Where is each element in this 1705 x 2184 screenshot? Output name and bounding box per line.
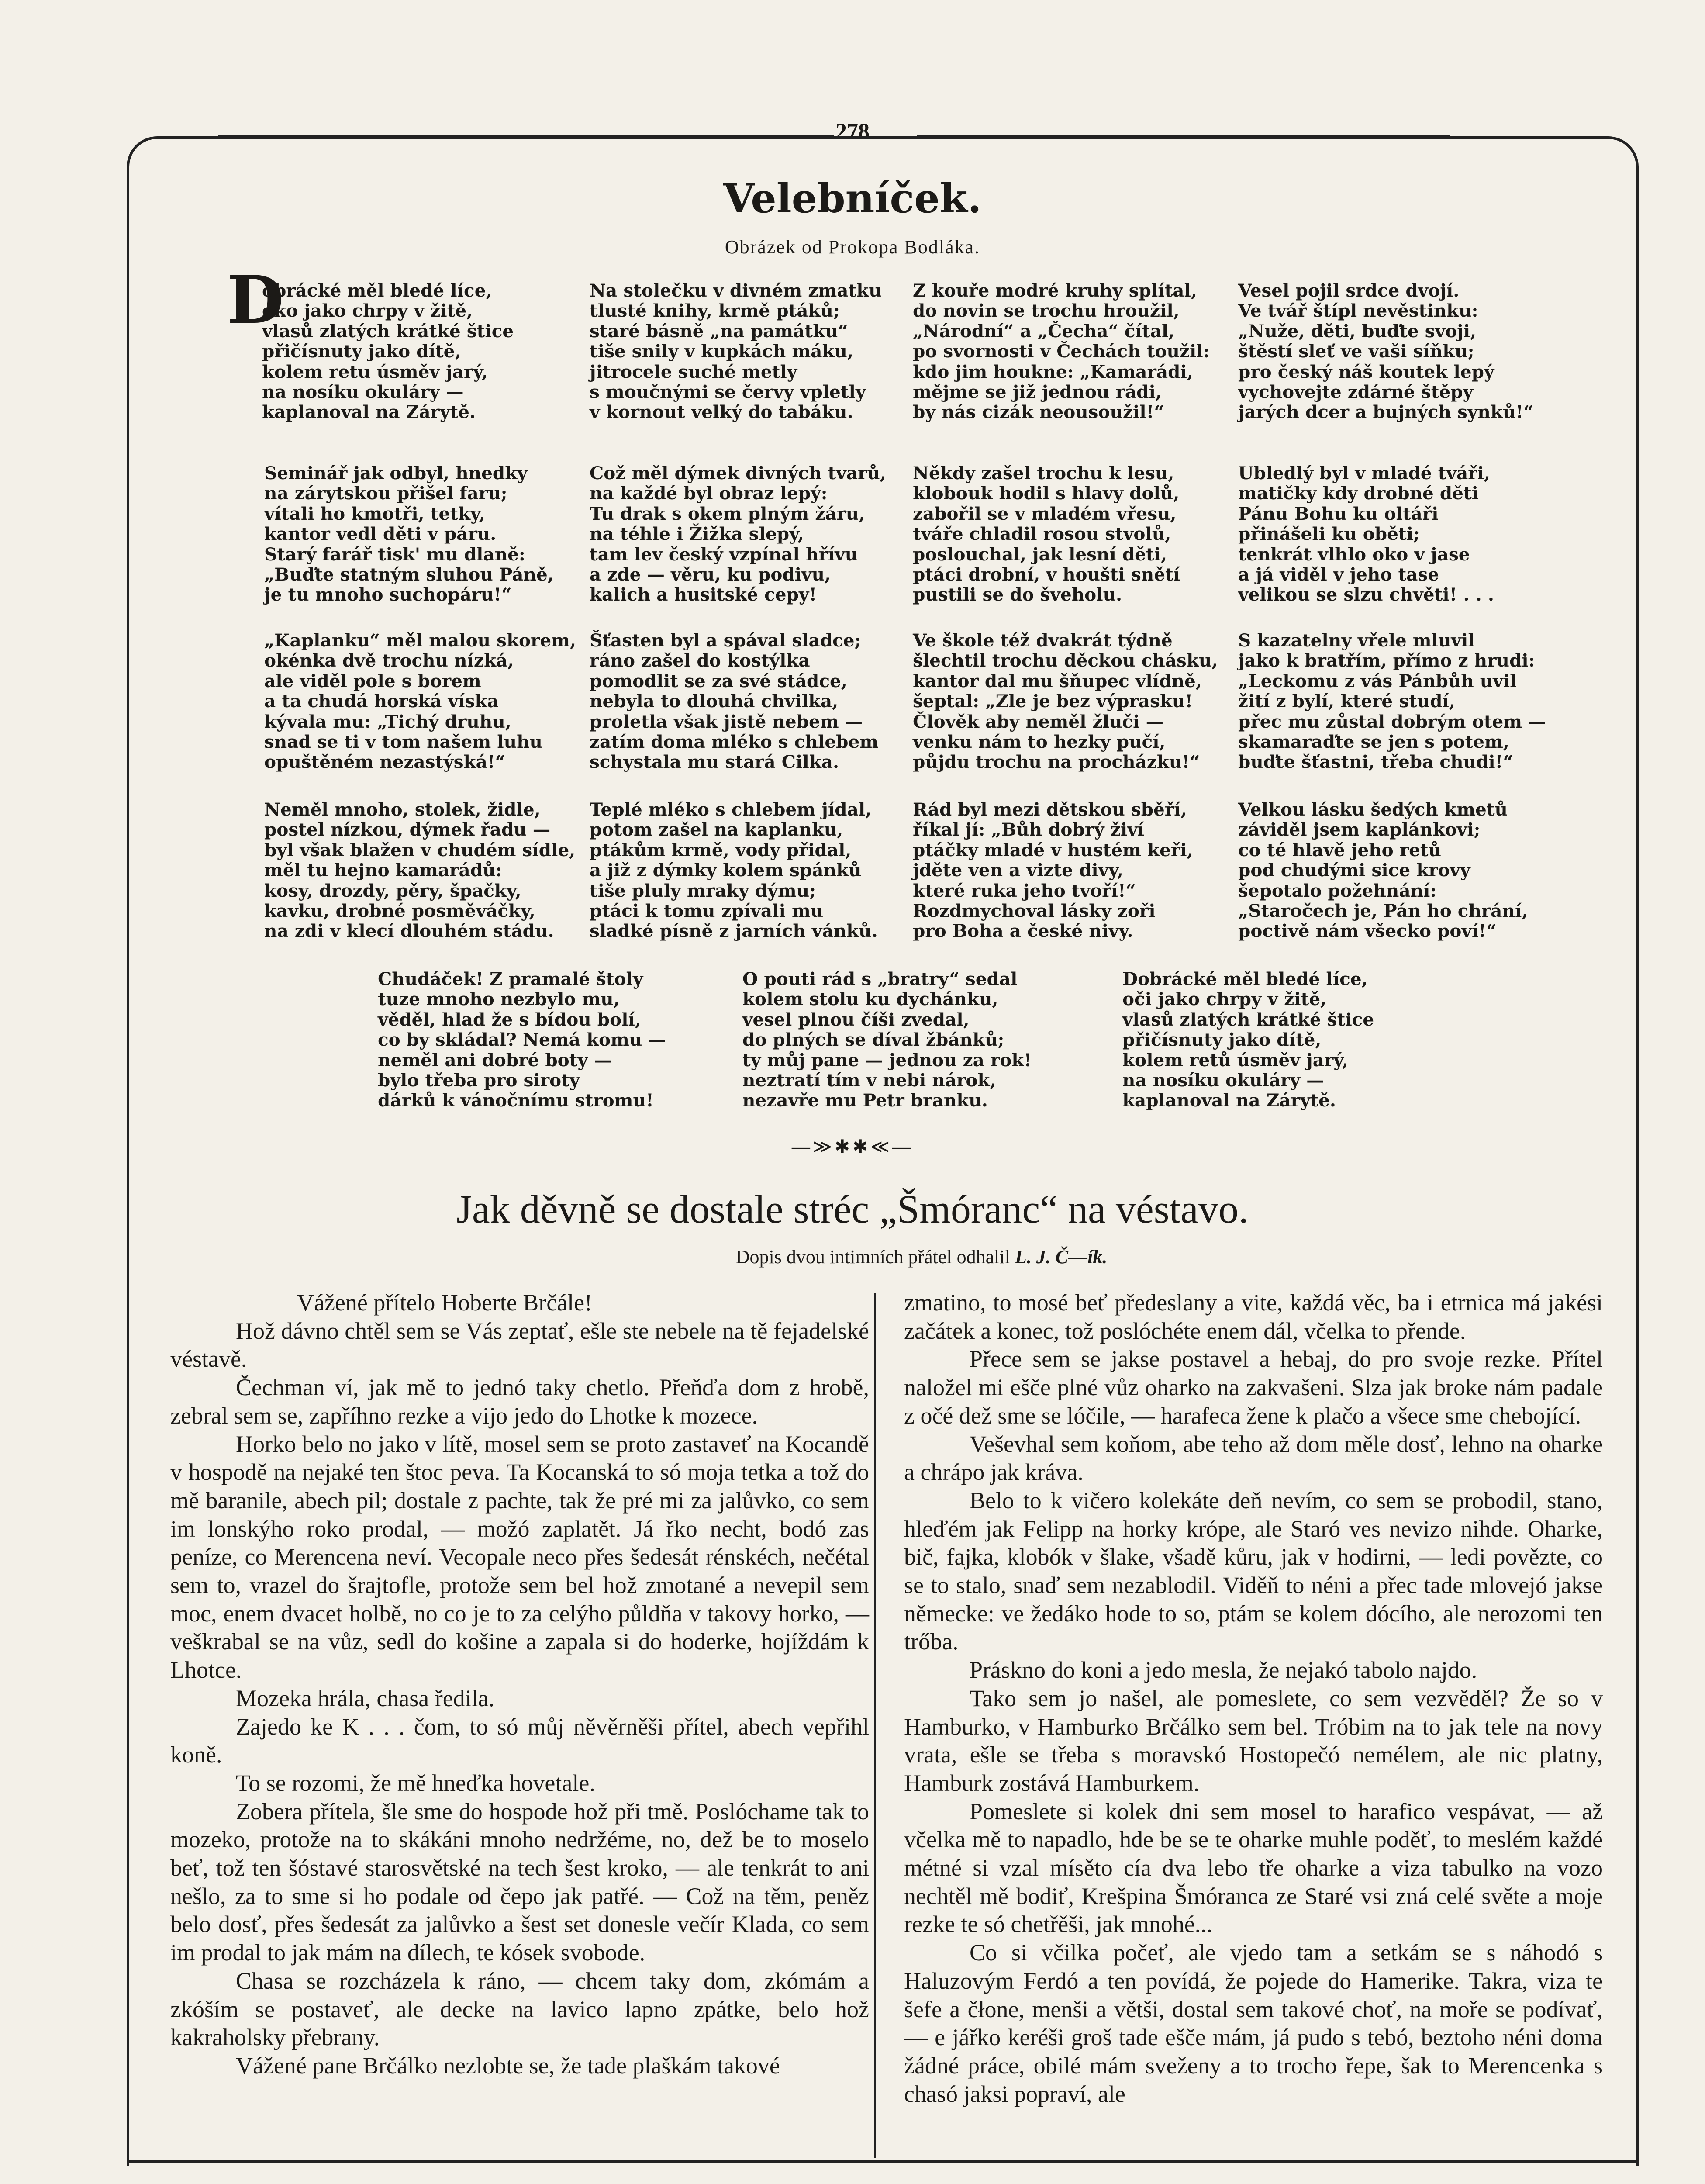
poem-stanza: obrácké měl bledé líce, oko jako chrpy v žitě, vlasů zlatých krátké štice přičísnuty jako dítě, kolem retu úsměv jarý, na nosíku okuláry — kaplanoval na Zárytě. bbox=[262, 280, 514, 423]
poem-stanza: Šťasten byl a spával sladce; ráno zašel do kostýlka pomodlit se za své stádce, nebyla to dlouhá chvilka, proletla však jistě nebem — zatím doma mléko s chlebem schystala mu stará Cilka. bbox=[590, 630, 879, 773]
byline-author: L. J. Č—ík. bbox=[1015, 1246, 1108, 1268]
poem-stanza: Což měl dýmek divných tvarů, na každé byl obraz lepý: Tu drak s okem plným žáru, na téhle i Žižka slepý, tam lev český vzpínal hřívu a zde — věru, ku podivu, kalich a husitské cepy! bbox=[590, 463, 886, 605]
poem-stanza: Chudáček! Z pramalé štoly tuze mnoho nezbylo mu, věděl, hlad že s bídou bolí, co by skládal? Nemá komu — neměl ani dobré boty — bylo třeba pro siroty dárků k vánočnímu stromu! bbox=[378, 968, 666, 1111]
poem-subtitle: Obrázek od Prokopa Bodláka. bbox=[725, 236, 980, 258]
article-paragraph: Tako sem jo našel, ale pomeslete, co sem vezvěděl? Že so v Hamburko, v Hamburko Brčálko sem bel. Tróbim na to jak tele na novy vrata, ešle se třeba s moravskó Hostopečó nemélem, ale nic platny, Hamburk zostává Hamburkem. bbox=[904, 1685, 1603, 1796]
article-paragraph: Pomeslete si kolek dni sem mosel to harafico vespávat, — až včelka mě to napadlo, hde be se te oharke muhle poděť, to meslém každé métné si vzal mísěto cía dva lebo tře oharke a viza tabulko na vozo nechtěl mě bodiť, Krešpina Šmóranca ze Staré vsi zná celé světe a moje rezke te só chetřěši, jak mnohé... bbox=[904, 1798, 1603, 1938]
article-paragraph: Vážené pane Brčálko nezlobte se, že tade plaškám takové bbox=[236, 2052, 780, 2079]
poem-stanza: Ubledlý byl v mladé tváři, matičky kdy drobné děti Pánu Bohu ku oltáři přinášeli ku oběti; tenkrát vlhlo oko v jase a já viděl v jeho tase velikou se slzu chvěti! . . . bbox=[1238, 463, 1494, 605]
article-title: Jak děvně se dostale stréc „Šmóranc“ na véstavo. bbox=[456, 1187, 1249, 1231]
poem-stanza: Ve škole též dvakrát týdně šlechtil trochu děckou chásku, kantor dal mu šňupec vlídně, šeptal: „Zle je bez výprasku! Člověk aby neměl žluči — venku nám to hezky pučí, půjdu trochu na procházku!“ bbox=[913, 630, 1218, 773]
poem-title: Velebníček. bbox=[723, 175, 982, 222]
article-paragraph: Hož dávno chtěl sem se Vás zeptať, ešle ste nebele na tě fejadelské véstavě. bbox=[170, 1317, 869, 1372]
article-salutation: Vážené přítelo Hoberte Brčále! bbox=[297, 1289, 593, 1316]
article-paragraph: Belo to k vičero kolekáte deň nevím, co sem se probodil, stano, hleďém jak Felipp na horky krópe, ale Staró ves nevizo nihde. Oharke, bič, fajka, klobók v šlake, všadě kůru, jak v hodirni, — ledi povězte, co se to stalo, snaď sem nezablodil. Viděň to néni a přec tade mlovejó jakse německe: ve žedáko hode to so, ptám se kolem dócího, ale nerozomi ten trőba. bbox=[904, 1487, 1603, 1655]
article-paragraph: Chasa se rozcházela k ráno, — chcem taky dom, zkómám a zkóším se postaveť, ale decke na lavico lapno zpátke, belo hož kakraholsky přebrany. bbox=[170, 1967, 869, 2051]
article-paragraph: Zajedo ke K . . . čom, to só můj něvěrněši přítel, abech vepřihl koně. bbox=[170, 1713, 869, 1768]
page-number: 278 bbox=[835, 119, 870, 144]
poem-dropcap: D bbox=[227, 262, 284, 339]
article-paragraph: To se rozomi, že mě hneďka hovetale. bbox=[236, 1769, 595, 1796]
article-paragraph: Přece sem se jakse postavel a hebaj, do pro svoje rezke. Přítel naložel mi ešče plné vůz oharko na zakvašeni. Slza jak broke nám padale z očé dež sme se lóčile, — harafeca žene k plačo a všece sme chebojící. bbox=[904, 1346, 1603, 1429]
poem-stanza: „Kaplanku“ měl malou skorem, okénka dvě trochu nízká, ale viděl pole s borem a ta chudá horská víska kývala mu: „Tichý druhu, snad se ti v tom našem luhu opuštěném nezastýská!“ bbox=[264, 630, 576, 773]
article-paragraph: Horko belo no jako v lítě, mosel sem se proto zastaveť na Kocandě v hospodě na nejaké ten štoc peva. Ta Kocanská to só moja tetka a tož do mě baranile, abech pil; dostale z pachte, tak že pré mi za jalůvko, co sem im lonskýho roko prodal, — možó zaplatět. Já řko necht, bodó zas peníze, co Merencena neví. Vecopale neco přes šedesát rénskéch, nečétal sem to, vrazel do šrajtofle, protože sem bel hož zmotané a nevepil sem moc, enem dvacet holbě, no co je to za celýho půldňa v takovy horko, — veškrabal se na vůz, sedl do košine a zapala si do hoderke, hojíždám k Lhotce. bbox=[170, 1431, 869, 1683]
article-paragraph: Veševhal sem koňom, abe teho až dom měle dosť, lehno na oharke a chrápo jak kráva. bbox=[904, 1431, 1603, 1486]
column-divider bbox=[874, 1293, 876, 2158]
poem-stanza: Vesel pojil srdce dvojí. Ve tvář štípl nevěstinku: „Nuže, děti, buďte svoji, štěstí sleť ve vaši síňku; pro český náš koutek lepý vychovejte zdárné štěpy jarých dcer a bujných synků!“ bbox=[1238, 280, 1534, 423]
poem-stanza: Na stolečku v divném zmatku tlusté knihy, krmě ptáků; staré básně „na památku“ tiše snily v kupkách máku, jitrocele suché metly s moučnými se červy vpletly v kornout velký do tabáku. bbox=[590, 280, 882, 423]
article-paragraph: Zobera přítela, šle sme do hospode hož při tmě. Poslóchame tak to mozeko, protože na to skákáni mnoho nedržéme, no, dež be to moselo beť, tož ten šóstavé starosvětské na tech šest kroko, — ale tenkrát to ani nešlo, za to sme si ho podale od čepo jak patřé. — Což na těm, peněz belo dosť, přes šedesát za jalůvko a šest set donesle večír Klada, co sem im prodal to jak mám na dílech, te kósek svobode. bbox=[170, 1798, 869, 1966]
poem-stanza: Dobrácké měl bledé líce, oči jako chrpy v žitě, vlasů zlatých krátké štice přičísnuty jako dítě, kolem retů úsměv jarý, na nosíku okuláry — kaplanoval na Zárytě. bbox=[1122, 968, 1374, 1111]
article-paragraph: Co si včilka počeť, ale vjedo tam a setkám se s náhodó s Haluzovým Ferdó a ten povídá, že pojede do Hamerike. Takra, viza te šefe a čłone, menši a větši, dostal sem takové choť, na moře se podívať, — e jářko keréši groš tade ešče mám, já pudo s tebó, beztoho néni doma žádné práce, obilé mám sveženy a to trocho řepe, šak to Merencenka s chasó jaksi popraví, ale bbox=[904, 1939, 1603, 2107]
article-paragraph: zmatino, to mosé beť předeslany a vite, každá věc, ba i etrnica má jakési začátek a konec, tož poslóchéte enem dál, včelka to přende. bbox=[904, 1289, 1603, 1344]
article-paragraph: Mozeka hrála, chasa ředila. bbox=[236, 1685, 495, 1711]
poem-stanza: S kazatelny vřele mluvil jako k bratřím, přímo z hrudi: „Leckomu z vás Pánbůh uvil žití z bylí, které studí, přec mu zůstal dobrým otem — skamaraďte se jen s potem, buďte šťastni, třeba chudi!“ bbox=[1238, 630, 1546, 773]
byline-prefix: Dopis dvou intimních přátel odhalil bbox=[735, 1246, 1010, 1268]
article-paragraph: Čechman ví, jak mě to jednó taky chetlo. Přeňďa dom z hrobě, zebral sem se, zapříhno rezke a vijo jedo do Lhotke k mozece. bbox=[170, 1374, 869, 1429]
poem-stanza: Z kouře modré kruhy splítal, do novin se trochu hroužil, „Národní“ a „Čecha“ čítal, po svornosti v Čechách toužil: kdo jim houkne: „Kamarádi, mějme se již jednou rádi, by nás cizák neousoužil!“ bbox=[913, 280, 1210, 423]
page-frame-bottom bbox=[127, 2160, 1638, 2163]
poem-stanza: Seminář jak odbyl, hnedky na zárytskou přišel faru; vítali ho kmotři, tetky, kantor vedl děti v páru. Starý farář tisk' mu dlaně: „Buďte statným sluhou Páně, je tu mnoho suchopáru!“ bbox=[264, 463, 554, 605]
article-byline bbox=[646, 1246, 1197, 1268]
poem-stanza: Neměl mnoho, stolek, židle, postel nízkou, dýmek řadu — byl však blažen v chudém sídle, měl tu hejno kamarádů: kosy, drozdy, pěry, špačky, kavku, drobné posměváčky, na zdi v klecí dlouhém stádu. bbox=[264, 799, 576, 942]
section-ornament: —≫✱✱≪— bbox=[791, 1137, 914, 1157]
article-column-right bbox=[904, 1289, 1603, 2108]
poem-stanza: Teplé mléko s chlebem jídal, potom zašel na kaplanku, ptákům krmě, vody přidal, a již z dýmky kolem spánků tiše pluly mraky dýmu; ptáci k tomu zpívali mu sladké písně z jarních vánků. bbox=[590, 799, 878, 942]
poem-stanza: Někdy zašel trochu k lesu, klobouk hodil s hlavy dolů, zabořil se v mladém vřesu, tváře chladil rosou stvolů, poslouchal, jak lesní děti, ptáci drobní, v houšti snětí pustili se do šveholu. bbox=[913, 463, 1180, 605]
poem-stanza: O pouti rád s „bratry“ sedal kolem stolu ku dychánku, vesel plnou číši zvedal, do plných se díval žbánků; ty můj pane — jednou za rok! neztratí tím v nebi nárok, nezavře mu Petr branku. bbox=[742, 968, 1032, 1111]
article-column-left bbox=[170, 1289, 869, 2080]
article-paragraph: Práskno do koni a jedo mesla, že nejakó tabolo najdo. bbox=[970, 1657, 1477, 1683]
poem-stanza: Velkou lásku šedých kmetů záviděl jsem kaplánkovi; co té hlavě jeho retů pod chudými sice krovy šepotalo požehnání: „Staročech je, Pán ho chrání, poctivě nám všecko poví!“ bbox=[1238, 799, 1528, 942]
poem-stanza: Rád byl mezi dětskou sběří, říkal jí: „Bůh dobrý živí ptáčky mladé v hustém keři, jděte ven a vizte divy, které ruka jeho tvoří!“ Rozdmychoval lásky zoři pro Boha a české nivy. bbox=[913, 799, 1193, 942]
